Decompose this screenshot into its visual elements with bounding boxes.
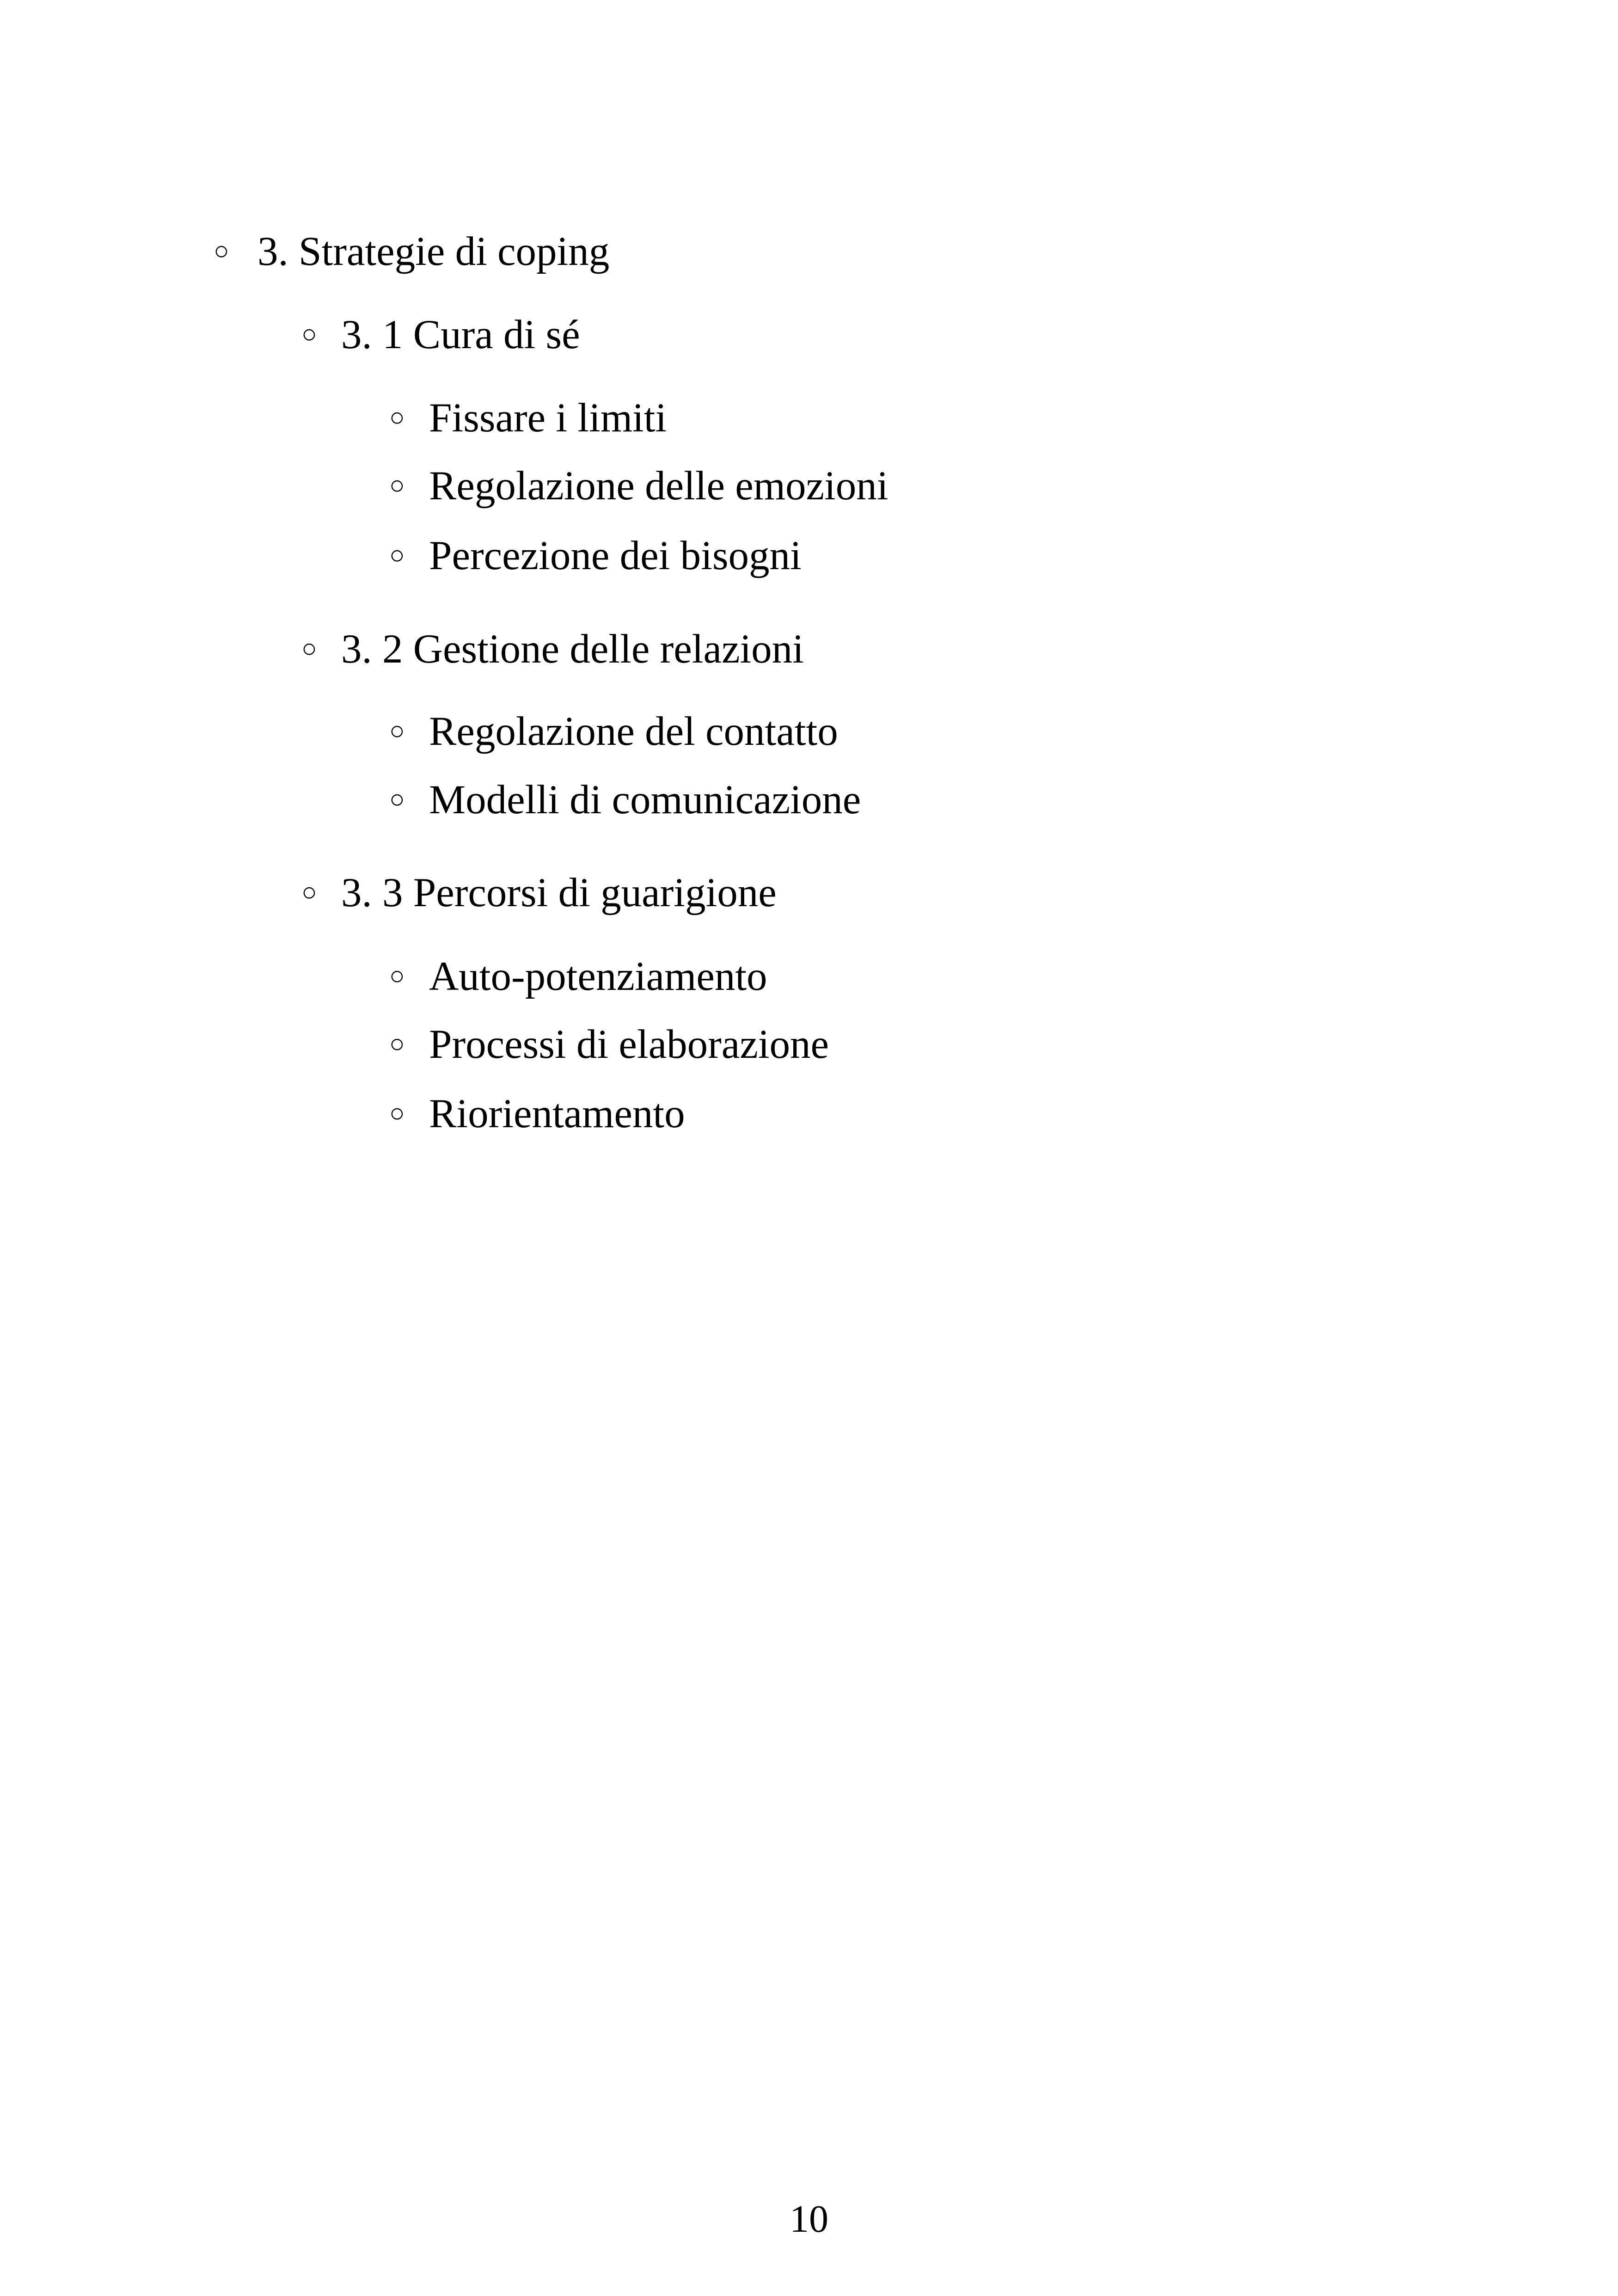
outline-item — [389, 956, 767, 997]
subsection-label: 3. 1 Cura di sé — [341, 312, 580, 357]
circle-bullet-icon: ○ — [389, 717, 405, 745]
circle-bullet-icon: ○ — [214, 237, 229, 265]
circle-bullet-icon: ○ — [389, 471, 405, 500]
item-label: Riorientamento — [429, 1091, 685, 1136]
circle-bullet-icon: ○ — [389, 785, 405, 814]
outline-section — [214, 231, 609, 272]
page-number: 10 — [790, 2198, 828, 2241]
outline-item — [389, 777, 861, 823]
item-label: Modelli di comunicazione — [429, 777, 861, 823]
outline-item — [389, 535, 802, 577]
outline-subsection — [301, 626, 804, 672]
outline-item — [389, 711, 838, 752]
item-label: Auto-potenziamento — [429, 954, 767, 999]
circle-bullet-icon: ○ — [301, 878, 317, 907]
circle-bullet-icon: ○ — [389, 962, 405, 990]
circle-bullet-icon: ○ — [301, 320, 317, 349]
outline-item — [389, 1093, 685, 1135]
outline-subsection — [301, 872, 777, 914]
item-label: Regolazione delle emozioni — [429, 463, 889, 509]
outline-item — [389, 395, 667, 441]
section-label: 3. Strategie di coping — [257, 229, 610, 274]
circle-bullet-icon: ○ — [389, 1030, 405, 1058]
circle-bullet-icon: ○ — [301, 634, 317, 663]
outline-item — [389, 463, 889, 509]
subsection-label: 3. 3 Percorsi di guarigione — [341, 870, 777, 915]
item-label: Fissare i limiti — [429, 395, 667, 441]
item-label: Percezione dei bisogni — [429, 533, 802, 578]
outline-subsection — [301, 314, 580, 356]
subsection-label: 3. 2 Gestione delle relazioni — [341, 626, 804, 672]
outline-item — [389, 1024, 829, 1065]
item-label: Regolazione del contatto — [429, 709, 838, 754]
circle-bullet-icon: ○ — [389, 403, 405, 432]
circle-bullet-icon: ○ — [389, 1099, 405, 1128]
circle-bullet-icon: ○ — [389, 541, 405, 570]
item-label: Processi di elaborazione — [429, 1022, 829, 1067]
